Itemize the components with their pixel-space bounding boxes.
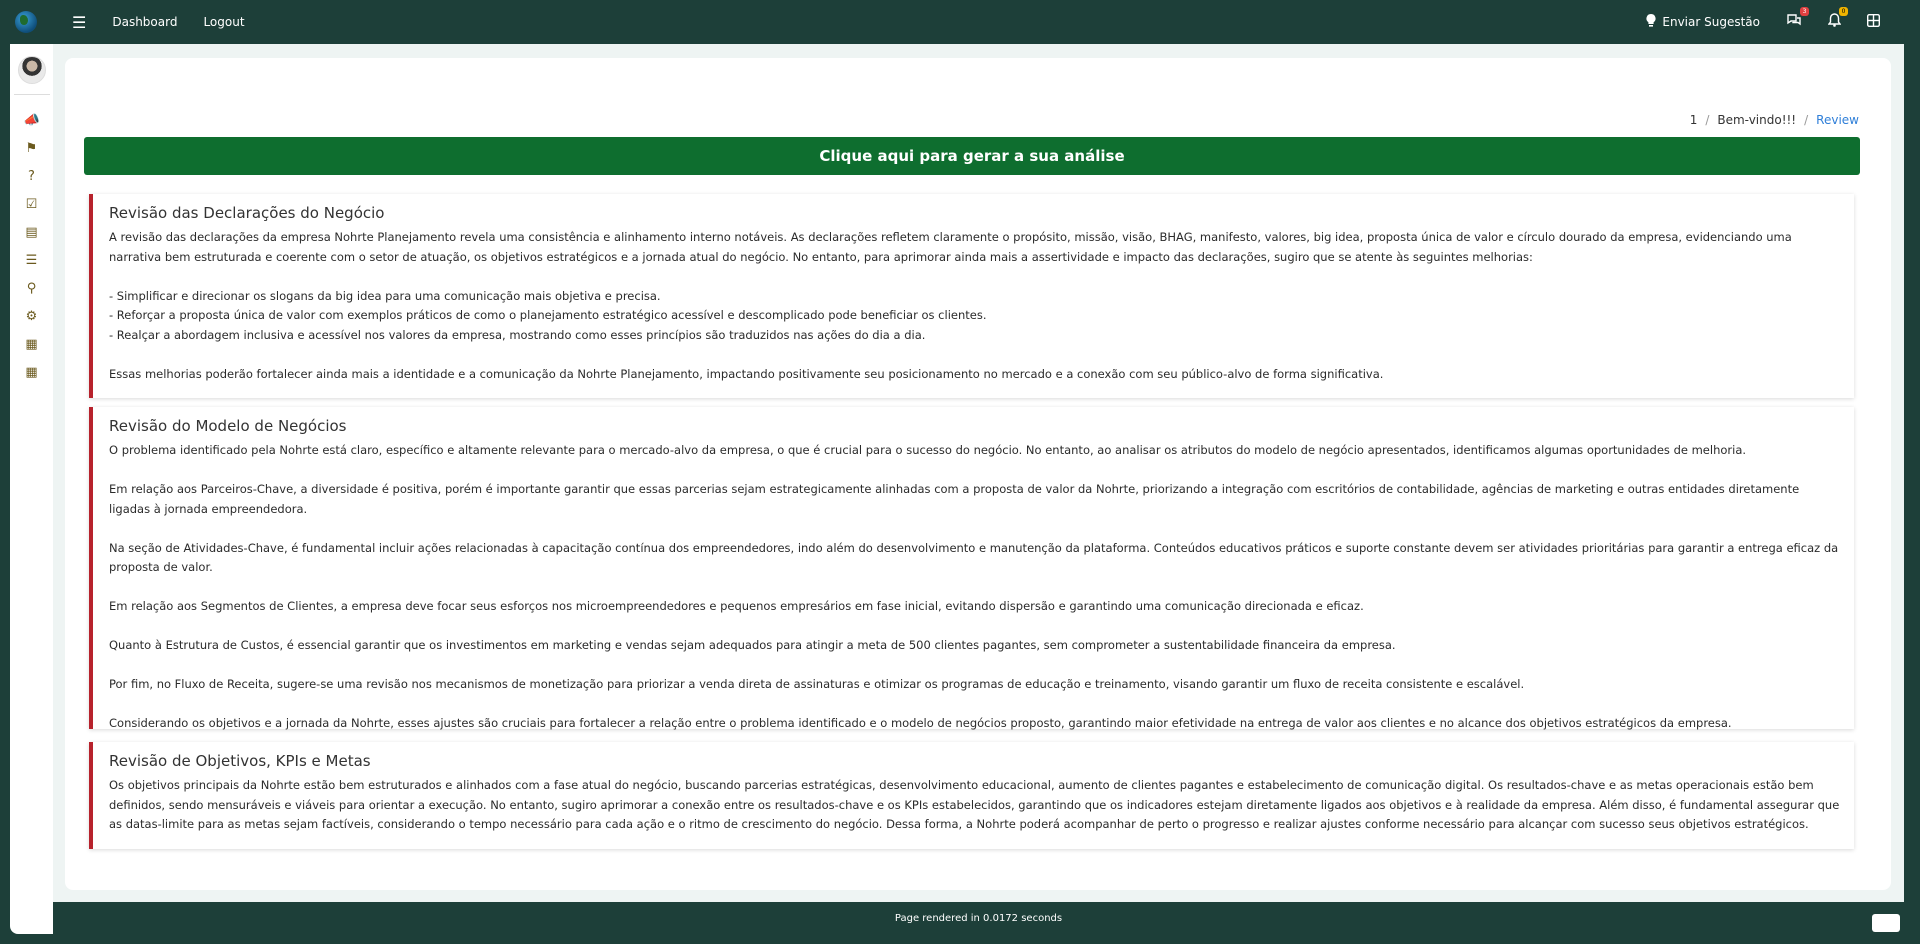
- breadcrumb-step: 1: [1689, 113, 1698, 127]
- review-section-declarations: [89, 194, 1854, 398]
- checkbox-icon[interactable]: ☑: [25, 197, 38, 212]
- breadcrumb-current[interactable]: Review: [1816, 113, 1859, 127]
- section-paragraph: Em relação aos Parceiros-Chave, a diversidade é positiva, porém é importante garantir que essas parcerias sejam estrategicamente alinhadas com a proposta de valor da Nohrte, priorizando a integração com escritórios de contabilidade, agências de marketing e outras entidades diretamente ligadas à jornada empreendedora.: [109, 482, 1800, 516]
- section-paragraph: Em relação aos Segmentos de Clientes, a empresa deve focar seus esforços nos microempreendedores e pequenos empresários em fase inicial, evitando dispersão e garantindo uma comunicação direcionada e eficaz.: [109, 599, 1364, 613]
- list-check-icon[interactable]: ☰: [25, 253, 38, 268]
- breadcrumb-home[interactable]: Bem-vindo!!!: [1717, 113, 1797, 127]
- generate-analysis-button[interactable]: Clique aqui para gerar a sua análise: [84, 137, 1860, 175]
- user-avatar[interactable]: [18, 56, 46, 84]
- section-paragraph: Na seção de Atividades-Chave, é fundamental incluir ações relacionadas à capacitação contínua dos empreendedores, indo além do desenvolvimento e manutenção da plataforma. Conteúdos educativos práticos e suporte constante devem ser atividades prioritárias para garantir a entrega eficaz da proposta de valor.: [109, 540, 1839, 574]
- section-paragraph: Os objetivos principais da Nohrte estão bem estruturados e alinhados com a fase atual do negócio, buscando parcerias estratégicas, desenvolvimento educacional, aumento de clientes pagantes e estabelecimento de comunicação digital. Os resultados-chave e as metas operacionais estão bem definidos, sendo mensuráveis e viáveis para orientar a execução. No entanto, sugiro aprimorar a conexão entre os resultados-chave e os KPIs estabelecidos, garantindo que os indicadores estejam diretamente ligados aos objetivos e à realidade da empresa. Além disso, é fundamental assegurar que as datas-limite para as metas sejam factíveis, considerando o tempo necessário para cada ação e o ritmo de crescimento do negócio. Dessa forma, a Nohrte poderá acompanhar de perto o progresso e realizar ajustes conforme necessário para alcançar com sucesso seus objetivos estratégicos.: [109, 778, 1840, 831]
- hamburger-icon[interactable]: ☰: [72, 12, 87, 32]
- notification-badge: 0: [1839, 7, 1848, 16]
- grid-icon: [1867, 15, 1880, 31]
- brand-logo[interactable]: [0, 0, 52, 44]
- section-paragraph: [109, 519, 1840, 539]
- send-suggestion-button[interactable]: [1646, 14, 1760, 30]
- section-paragraph: - Realçar a abordagem inclusiva e acessível nos valores da empresa, mostrando como esses princípios são traduzidos nas ações do dia a dia.: [109, 327, 926, 342]
- nav-dashboard-link[interactable]: Dashboard: [112, 15, 178, 29]
- render-time-text: Page rendered in 0.0172 seconds: [894, 912, 1063, 924]
- top-navbar: [0, 0, 1904, 44]
- question-icon[interactable]: ?: [28, 169, 35, 184]
- sidebar-divider: [14, 94, 50, 95]
- section-paragraph: [109, 578, 1840, 598]
- chat-button[interactable]: [1786, 8, 1807, 31]
- section-paragraph: Quanto à Estrutura de Custos, é essencial garantir que os investimentos em marketing e vendas sejam adequados para atingir a meta de 500 clientes pagantes, sem comprometer a sustentabilidade financeira da empresa.: [109, 638, 1396, 652]
- section-paragraph: Considerando os objetivos e a jornada da Nohrte, esses ajustes são cruciais para fortalecer a relação entre o problema identificado e o modelo de negócios proposto, garantindo maior efetividade na entrega de valor aos clientes e no alcance dos objetivos estratégicos da empresa.: [109, 716, 1732, 730]
- breadcrumb-separator: /: [1804, 113, 1809, 127]
- send-suggestion-label: Enviar Sugestão: [1662, 15, 1760, 29]
- clipboard-icon[interactable]: ▦: [25, 365, 38, 380]
- notifications-button[interactable]: [1828, 8, 1846, 31]
- section-paragraph: [109, 267, 1840, 287]
- chat-badge: 3: [1800, 7, 1809, 16]
- breadcrumb: [1690, 113, 1859, 127]
- gears-icon[interactable]: ⚙: [25, 309, 38, 324]
- review-section-objectives: [89, 742, 1854, 849]
- section-paragraph: [109, 345, 1840, 365]
- corner-widget[interactable]: [1872, 914, 1900, 932]
- bell-icon: [1828, 15, 1841, 31]
- section-paragraph: [109, 656, 1840, 676]
- clipboard-icon[interactable]: ▦: [25, 337, 38, 352]
- section-paragraph: [109, 695, 1840, 715]
- globe-icon: [15, 11, 37, 33]
- section-paragraph: - Reforçar a proposta única de valor com exemplos práticos de como o planejamento estratégico acessível e descomplicado pode beneficiar os clientes.: [109, 308, 987, 322]
- section-paragraph: A revisão das declarações da empresa Nohrte Planejamento revela uma consistência e alinhamento interno notáveis. As declarações refletem claramente o propósito, missão, visão, BHAG, manifesto, valores, big idea, proposta única de valor e círculo dourado da empresa, evidenciando uma narrativa bem estruturada e coerente com o setor de atuação, os objetivos estratégicos e a jornada atual do negócio. No entanto, para aprimorar ainda mais a assertividade e impacto das declarações, sugiro que se atente às seguintes melhorias:: [109, 230, 1792, 264]
- section-title: Revisão das Declarações do Negócio: [109, 204, 385, 222]
- left-sidebar: [10, 44, 53, 934]
- section-title: Revisão do Modelo de Negócios: [109, 417, 347, 435]
- content-card: [65, 58, 1891, 890]
- apps-grid-button[interactable]: [1867, 14, 1880, 31]
- breadcrumb-separator: /: [1705, 113, 1710, 127]
- tags-icon[interactable]: ⚑: [25, 141, 38, 156]
- section-paragraph: O problema identificado pela Nohrte está claro, específico e altamente relevante para o mercado-alvo da empresa, o que é crucial para o sucesso do negócio. No entanto, ao analisar os atributos do modelo de negócio apresentados, identificamos algumas oportunidades de melhoria.: [109, 443, 1747, 457]
- megaphone-icon[interactable]: 📣: [23, 113, 40, 128]
- section-paragraph: - Simplificar e direcionar os slogans da big idea para uma comunicação mais objetiva e precisa.: [109, 288, 661, 303]
- chat-icon: [1786, 15, 1802, 31]
- main-content: [53, 44, 1904, 902]
- section-paragraph: [109, 461, 1840, 481]
- nav-logout-link[interactable]: Logout: [203, 15, 245, 29]
- section-paragraph: [109, 617, 1840, 637]
- window-edge: [1904, 0, 1920, 944]
- footer: [53, 902, 1904, 934]
- review-section-business-model: [89, 407, 1854, 729]
- chart-icon[interactable]: ▤: [25, 225, 38, 240]
- section-paragraph: Por fim, no Fluxo de Receita, sugere-se uma revisão nos mecanismos de monetização para priorizar a venda direta de assinaturas e otimizar os programas de educação e treinamento, visando garantir um fluxo de receita consistente e escalável.: [109, 677, 1525, 691]
- section-title: Revisão de Objetivos, KPIs e Metas: [109, 752, 371, 770]
- section-paragraph: Essas melhorias poderão fortalecer ainda mais a identidade e a comunicação da Nohrte Planejamento, impactando positivamente seu posicionamento no mercado e a conexão com seu público-alvo de forma significativa.: [109, 366, 1384, 381]
- lightbulb-icon: [1646, 14, 1656, 30]
- key-icon[interactable]: ⚲: [26, 281, 37, 296]
